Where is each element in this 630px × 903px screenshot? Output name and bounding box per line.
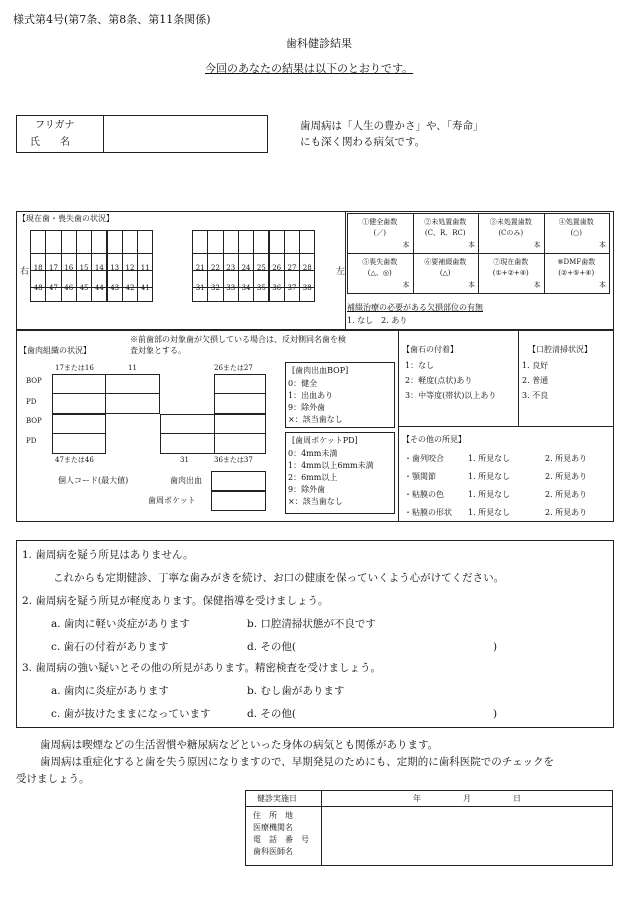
tooth-number-upper: 26 — [272, 264, 282, 272]
tooth-count-unit: 本 — [533, 241, 541, 249]
perio-pocket-label: 歯周ポケット — [148, 496, 196, 505]
phone-label: 電 話 番 号 — [253, 835, 309, 844]
pd-legend-item: 0：4mm未満 — [288, 449, 338, 458]
tooth-count-sublabel: (／) — [373, 229, 386, 237]
teeth-status-heading: 【現在歯・喪失歯の状況】 — [18, 214, 114, 223]
calculus-option: 2：軽度(点状)あり — [405, 376, 473, 385]
tooth-count-label: ⑦現在歯数 — [493, 258, 529, 266]
tooth-count-label: ①健全歯数 — [362, 218, 398, 226]
tooth-count-label: ②未処置歯数 — [424, 218, 467, 226]
teeth-grid-line — [30, 287, 153, 288]
tooth-label-31: 31 — [180, 456, 189, 464]
result-3: 3. 歯周病の強い疑いとその他の所見があります。精密検査を受けましょう。 — [22, 662, 382, 674]
exam-year: 年 — [413, 794, 421, 803]
tooth-count-sublabel: (△、◎) — [367, 269, 392, 277]
row-label-pd-lower: PD — [26, 437, 37, 445]
finding-option-yes: 2. 所見あり — [545, 508, 588, 517]
result-2b: b. 口腔清掃状態が不良です — [247, 618, 376, 630]
exam-day: 日 — [513, 794, 521, 803]
tooth-count-sublabel: (②+⑤+④) — [558, 269, 595, 277]
tooth-number-upper: 23 — [226, 264, 236, 272]
page-title: 歯科健診結果 — [286, 37, 352, 50]
teeth-grid-line — [192, 253, 315, 254]
finding-option-no: 1. 所見なし — [468, 490, 511, 499]
tooth-number-upper: 22 — [210, 264, 220, 272]
calculus-option: 1：なし — [405, 361, 435, 370]
tooth-number-lower: 42 — [125, 284, 135, 292]
tooth-count-label: ③未処置歯数 — [489, 218, 532, 226]
finding-label: ・歯列咬合 — [404, 454, 444, 463]
tooth-number-lower: 35 — [256, 284, 266, 292]
bop-legend-item: 9：除外歯 — [288, 403, 326, 412]
pd-legend-item: ×：該当歯なし — [288, 497, 343, 506]
calculus-option: 3：中等度(帯状)以上あり — [405, 391, 497, 400]
tooth-number-upper: 14 — [94, 264, 104, 272]
row-label-bop-upper: BOP — [26, 377, 42, 385]
tooth-count-unit: 本 — [599, 281, 606, 289]
finding-option-yes: 2. 所見あり — [545, 490, 588, 499]
tooth-count-sublabel: (△) — [439, 269, 451, 277]
tooth-number-lower: 34 — [241, 284, 251, 292]
results-box — [16, 540, 614, 728]
tooth-number-lower: 32 — [210, 284, 220, 292]
tooth-number-upper: 25 — [256, 264, 266, 272]
oral-clean-option: 3. 不良 — [522, 391, 549, 400]
tooth-number-lower: 48 — [33, 284, 43, 292]
institution-label: 医療機関名 — [253, 823, 293, 832]
other-findings-title: 【その他の所見】 — [402, 435, 466, 444]
address-label: 住 所 地 — [253, 811, 293, 820]
tooth-count-label: ⑥要補綴歯数 — [424, 258, 467, 266]
tooth-number-upper: 27 — [287, 264, 297, 272]
perio-cell[interactable] — [214, 374, 266, 394]
finding-label: ・粘膜の形状 — [404, 508, 452, 517]
result-2d-close: ) — [493, 641, 498, 653]
tooth-count-unit: 本 — [402, 241, 410, 249]
finding-option-no: 1. 所見なし — [468, 472, 511, 481]
furigana-label: フリガナ — [35, 120, 75, 131]
tooth-number-upper: 16 — [64, 264, 74, 272]
tooth-count-unit: 本 — [468, 241, 475, 249]
row-label-bop-lower: BOP — [26, 417, 42, 425]
tooth-number-upper: 15 — [79, 264, 89, 272]
perio-cell[interactable] — [214, 414, 266, 434]
finding-option-yes: 2. 所見あり — [545, 454, 588, 463]
pd-legend-item: 9：除外歯 — [288, 485, 326, 494]
oral-clean-title: 【口腔清掃状況】 — [528, 345, 592, 354]
finding-label: ・粘膜の色 — [404, 490, 444, 499]
result-2: 2. 歯周病を疑う所見が軽度あります。保健指導を受けましょう。 — [22, 595, 329, 607]
tooth-label-47-46: 47または46 — [55, 456, 94, 464]
result-2a: a. 歯肉に軽い炎症があります — [51, 618, 190, 630]
tooth-count-sublabel: (①+②+④) — [492, 269, 529, 277]
tooth-number-lower: 47 — [48, 284, 58, 292]
tooth-count-sublabel: (C、R、RC) — [424, 229, 466, 237]
perio-cell[interactable] — [52, 374, 106, 394]
finding-option-yes: 2. 所見あり — [545, 472, 588, 481]
dentist-label: 歯科医師名 — [253, 847, 293, 856]
pd-legend-item: 2：6mm以上 — [288, 473, 338, 482]
tooth-number-lower: 31 — [195, 284, 205, 292]
tooth-label-36-37: 36または37 — [214, 456, 253, 464]
tooth-number-lower: 37 — [287, 284, 297, 292]
teeth-grid-line — [30, 253, 153, 254]
tooth-label-17-16: 17または16 — [55, 364, 94, 372]
tooth-number-lower: 41 — [140, 284, 150, 292]
tooth-number-upper: 18 — [33, 264, 43, 272]
gum-bleeding-label: 歯肉出血 — [170, 476, 202, 485]
bop-legend-item: ×：該当歯なし — [288, 415, 343, 424]
exam-month: 月 — [463, 794, 471, 803]
tooth-number-upper: 13 — [110, 264, 120, 272]
perio-cell[interactable] — [160, 414, 215, 434]
tooth-number-upper: 12 — [125, 264, 135, 272]
page-subtitle: 今回のあなたの結果は以下のとおりです。 — [205, 62, 414, 75]
tooth-count-unit: 本 — [468, 281, 475, 289]
tooth-number-lower: 43 — [110, 284, 120, 292]
personal-code-label: 個人コード(最大値) — [58, 476, 129, 485]
result-3d: d. その他( — [247, 708, 296, 720]
bop-legend-item: 0：健全 — [288, 379, 318, 388]
tooth-count-label: ⑤喪失歯数 — [362, 258, 398, 266]
pd-legend-title: [歯周ポケットPD] — [292, 436, 358, 445]
footer-paragraph-2a: 歯周病は重症化すると歯を失う原因になりますので、早期発見のためにも、定期的に歯科医院でのチェックを — [40, 756, 554, 768]
row-label-pd-upper: PD — [26, 398, 37, 406]
tooth-count-unit: 本 — [533, 281, 541, 289]
tooth-number-lower: 36 — [272, 284, 282, 292]
perio-note-2: 査対象とする。 — [130, 346, 186, 355]
perio-note-1: ※前歯部の対象歯が欠損している場合は、反対側同名歯を検 — [130, 335, 346, 344]
result-2c: c. 歯石の付着があります — [51, 641, 169, 653]
finding-option-no: 1. 所見なし — [468, 508, 511, 517]
tooth-number-upper: 17 — [48, 264, 58, 272]
tooth-number-lower: 33 — [226, 284, 236, 292]
result-3c: c. 歯が抜けたままになっています — [51, 708, 211, 720]
gum-bleeding-box[interactable] — [211, 471, 266, 491]
bop-legend-title: [歯肉出血BOP] — [292, 366, 349, 375]
calculus-title: 【歯石の付着】 — [402, 345, 458, 354]
result-3b: b. むし歯があります — [247, 685, 345, 697]
tooth-count-sublabel: (○) — [570, 229, 583, 237]
form-number: 様式第4号(第7条、第8条、第11条関係) — [13, 13, 211, 26]
perio-heading: 【歯肉組織の状況】 — [19, 346, 91, 355]
tooth-number-lower: 46 — [64, 284, 74, 292]
tooth-number-lower: 44 — [94, 284, 104, 292]
perio-cell[interactable] — [105, 374, 160, 394]
tooth-count-sublabel: (Cのみ) — [498, 229, 524, 237]
left-side-label: 左 — [336, 267, 346, 277]
prosthesis-title: 補綴治療の必要がある欠損部位の有無 — [347, 303, 483, 312]
result-1: 1. 歯周病を疑う所見はありません。 — [22, 549, 194, 561]
tooth-number-lower: 38 — [302, 284, 312, 292]
tooth-label-26-27: 26または27 — [214, 364, 253, 372]
result-3a: a. 歯肉に炎症があります — [51, 685, 169, 697]
tooth-label-11: 11 — [128, 364, 137, 372]
teeth-grid-line — [30, 270, 153, 271]
perio-pocket-box[interactable] — [211, 491, 266, 511]
prosthesis-options: 1. なし 2. あり — [347, 316, 408, 325]
result-3d-close: ) — [493, 708, 498, 720]
pd-legend-item: 1：4mm以上6mm未満 — [288, 461, 374, 470]
intro-line-2: にも深く関わる病気です。 — [300, 136, 426, 148]
tooth-count-unit: 本 — [599, 241, 606, 249]
name-label: 氏 名 — [30, 137, 70, 148]
teeth-grid-line — [192, 287, 315, 288]
finding-label: ・顎関節 — [404, 472, 436, 481]
oral-clean-option: 2. 普通 — [522, 376, 549, 385]
finding-option-no: 1. 所見なし — [468, 454, 511, 463]
intro-line-1: 歯周病は「人生の豊かさ」や、「寿命」 — [300, 120, 484, 132]
result-1-note: これからも定期健診、丁寧な歯みがきを続け、お口の健康を保っていくよう心がけてください。 — [53, 572, 505, 584]
exam-info-table — [245, 790, 613, 866]
teeth-grid-line — [192, 270, 315, 271]
right-side-label: 右 — [20, 267, 30, 277]
tooth-count-label: ④処置歯数 — [558, 218, 594, 226]
tooth-count-label: ⑧DMF歯数 — [557, 258, 596, 266]
oral-clean-option: 1. 良好 — [522, 361, 549, 370]
tooth-number-upper: 24 — [241, 264, 251, 272]
perio-cell[interactable] — [52, 414, 106, 434]
tooth-number-upper: 28 — [302, 264, 312, 272]
tooth-number-lower: 45 — [79, 284, 89, 292]
footer-paragraph-1: 歯周病は喫煙などの生活習慣や糖尿病などといった身体の病気とも関係があります。 — [40, 739, 439, 751]
tooth-number-upper: 11 — [140, 264, 150, 272]
tooth-number-upper: 21 — [195, 264, 205, 272]
bop-legend-item: 1：出血あり — [288, 391, 334, 400]
exam-date-label: 健診実施日 — [257, 794, 297, 803]
tooth-count-unit: 本 — [402, 281, 410, 289]
footer-paragraph-2b: 受けましょう。 — [16, 773, 90, 785]
result-2d: d. その他( — [247, 641, 296, 653]
